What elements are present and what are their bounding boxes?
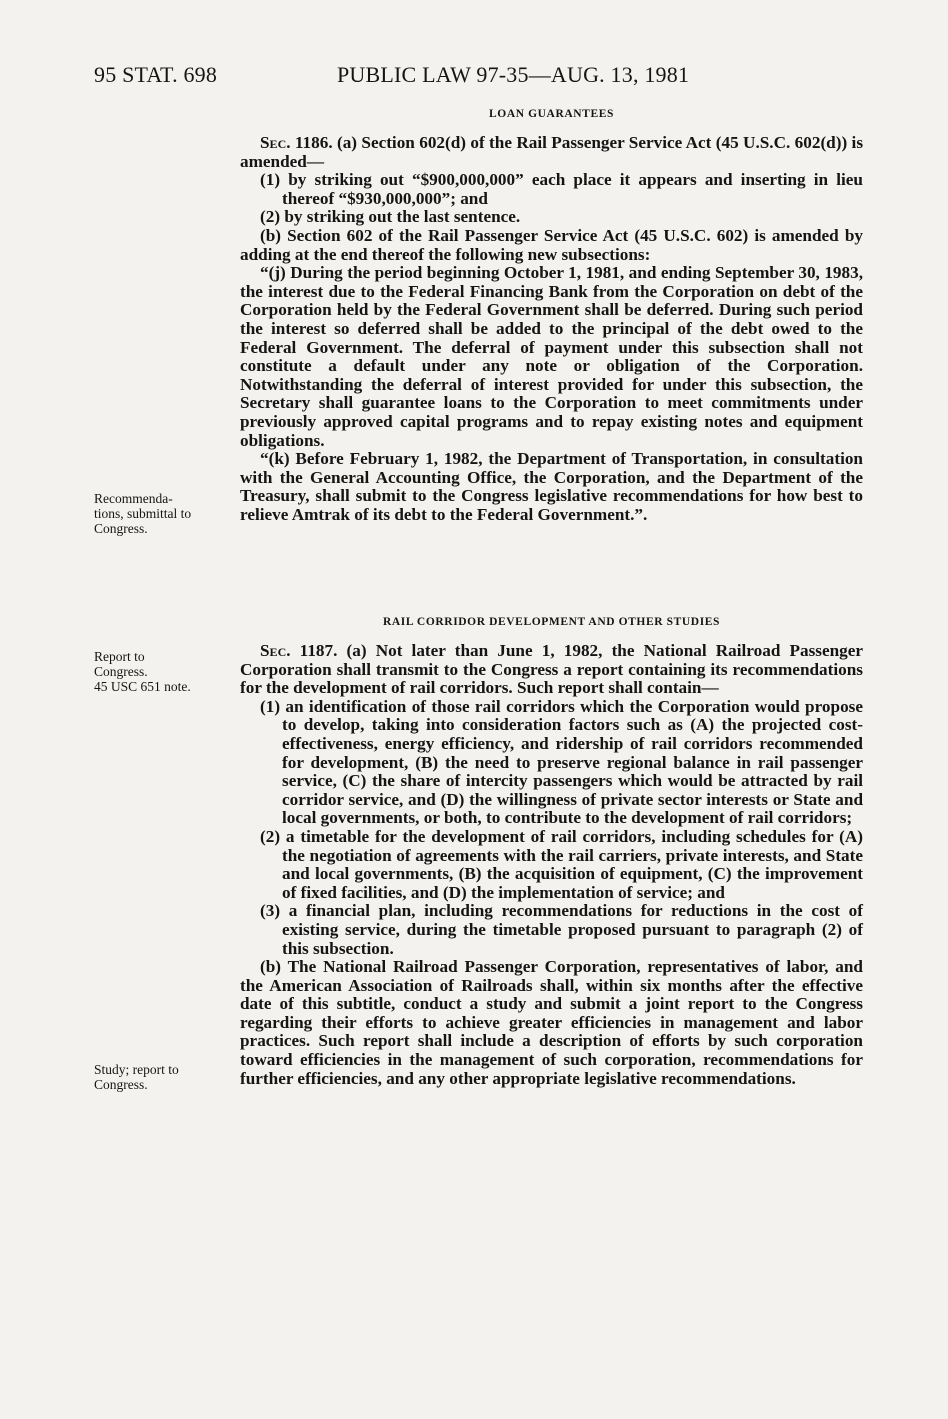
running-head: PUBLIC LAW 97-35—AUG. 13, 1981 [337,62,690,87]
margin-note-line: tions, submittal to [94,506,192,521]
section-1187-item-2: (2) a timetable for the development of rail corridors, including schedules for (A) the negotiation of agreements with the rail carriers, private interests, and State and local governments, (B) the acquisition of equipment, (C) the improvement of fixed facilities, and (D) the implementation of service; and [260,826,863,902]
section-heading-rail-corridor: RAIL CORRIDOR DEVELOPMENT AND OTHER STUDIES [382,616,721,628]
sec-label: Sec. [260,133,291,152]
margin-note-line: Congress. [94,521,148,536]
page-number: 95 STAT. 698 [94,62,218,87]
section-1187-item-1: (1) an identification of those rail corridors which the Corporation would propose to develop, taking into consideration factors such as (A) the projected cost-effectiveness, energy efficiency, and ridership of rail corridors recommended for development, (B) the need to preserve regional balance in rail passenger service, (C) the share of intercity passengers which would be attracted by rail corridor service, and (D) the willingness of private sector interests or State and local governments, or both, to contribute to the development of rail corridors; [260,696,863,828]
section-1186-subsection-j: “(j) During the period beginning October 1, 1981, and ending September 30, 1983, the interest due to the Federal Financing Bank from the Corporation on debt of the Corporation held by the Federal Government shall be deferred. During such period the interest so deferred shall be added to the principal of the debt owed to the Federal Government. The deferral of payment under this subsection shall not constitute a default under any note or obligation of the Corporation. Notwithstanding the deferral of interest provided for under this subsection, the Secretary shall guarantee loans to the Corporation to meet commitments under previously approved capital programs and to repay existing notes and equipment obligations. [240,263,863,450]
margin-note-line: Report to [94,649,145,664]
section-1187-intro [240,642,863,698]
section-1187-intro-text: 1187. (a) Not later than June 1, 1982, the National Railroad Passenger Corporation shall transmit to the Congress a report containing its recommendations for the development of rail corridors. Such report shall contain— [240,641,864,698]
section-1186-subsection-k: “(k) Before February 1, 1982, the Department of Transportation, in consultation with the General Accounting Office, the Corporation, and the Department of the Treasury, shall submit to the Congress legislative recommendations for how best to relieve Amtrak of its debt to the Federal Government.”. [240,449,863,524]
section-1187-item-3: (3) a financial plan, including recommendations for reductions in the cost of existing service, during the timetable proposed pursuant to paragraph (2) of this subsection. [260,901,863,958]
section-1186-item-1: (1) by striking out “$900,000,000” each place it appears and inserting in lieu thereof “$930,000,000”; and [260,170,863,208]
section-heading-loan-guarantees: LOAN GUARANTEES [489,108,614,120]
section-1186-intro-text: 1186. (a) Section 602(d) of the Rail Passenger Service Act (45 U.S.C. 602(d)) is amended— [240,133,864,171]
sec-label: Sec. [260,641,291,660]
margin-note-line: Recommenda- [94,491,173,506]
section-1186-body [240,134,863,524]
section-1187-subsection-b: (b) The National Railroad Passenger Corporation, representatives of labor, and the American Association of Railroads shall, within six months after the effective date of this subtitle, conduct a study and submit a joint report to the Congress regarding their efforts to achieve greater efficiencies in management and labor practices. Such report shall include a description of efforts by such corporation toward efficiencies in the management of such corporation, recommendations for further efficiencies, and any other appropriate legislative recommendations. [240,957,863,1088]
margin-note-study [94,1062,234,1092]
margin-note-line: Study; report to [94,1062,179,1077]
section-1186-intro [240,134,863,171]
margin-note-line: Congress. [94,1077,148,1092]
section-1187-body [240,642,863,1088]
section-1186-subsection-b: (b) Section 602 of the Rail Passenger Service Act (45 U.S.C. 602) is amended by adding at the end thereof the following new subsections: [240,225,863,264]
section-1186-item-2: (2) by striking out the last sentence. [260,207,521,227]
margin-note-line: Congress. [94,664,148,679]
margin-note-report [94,649,234,694]
margin-note-line: 45 USC 651 note. [94,679,191,694]
margin-note-recommendations [94,491,234,536]
